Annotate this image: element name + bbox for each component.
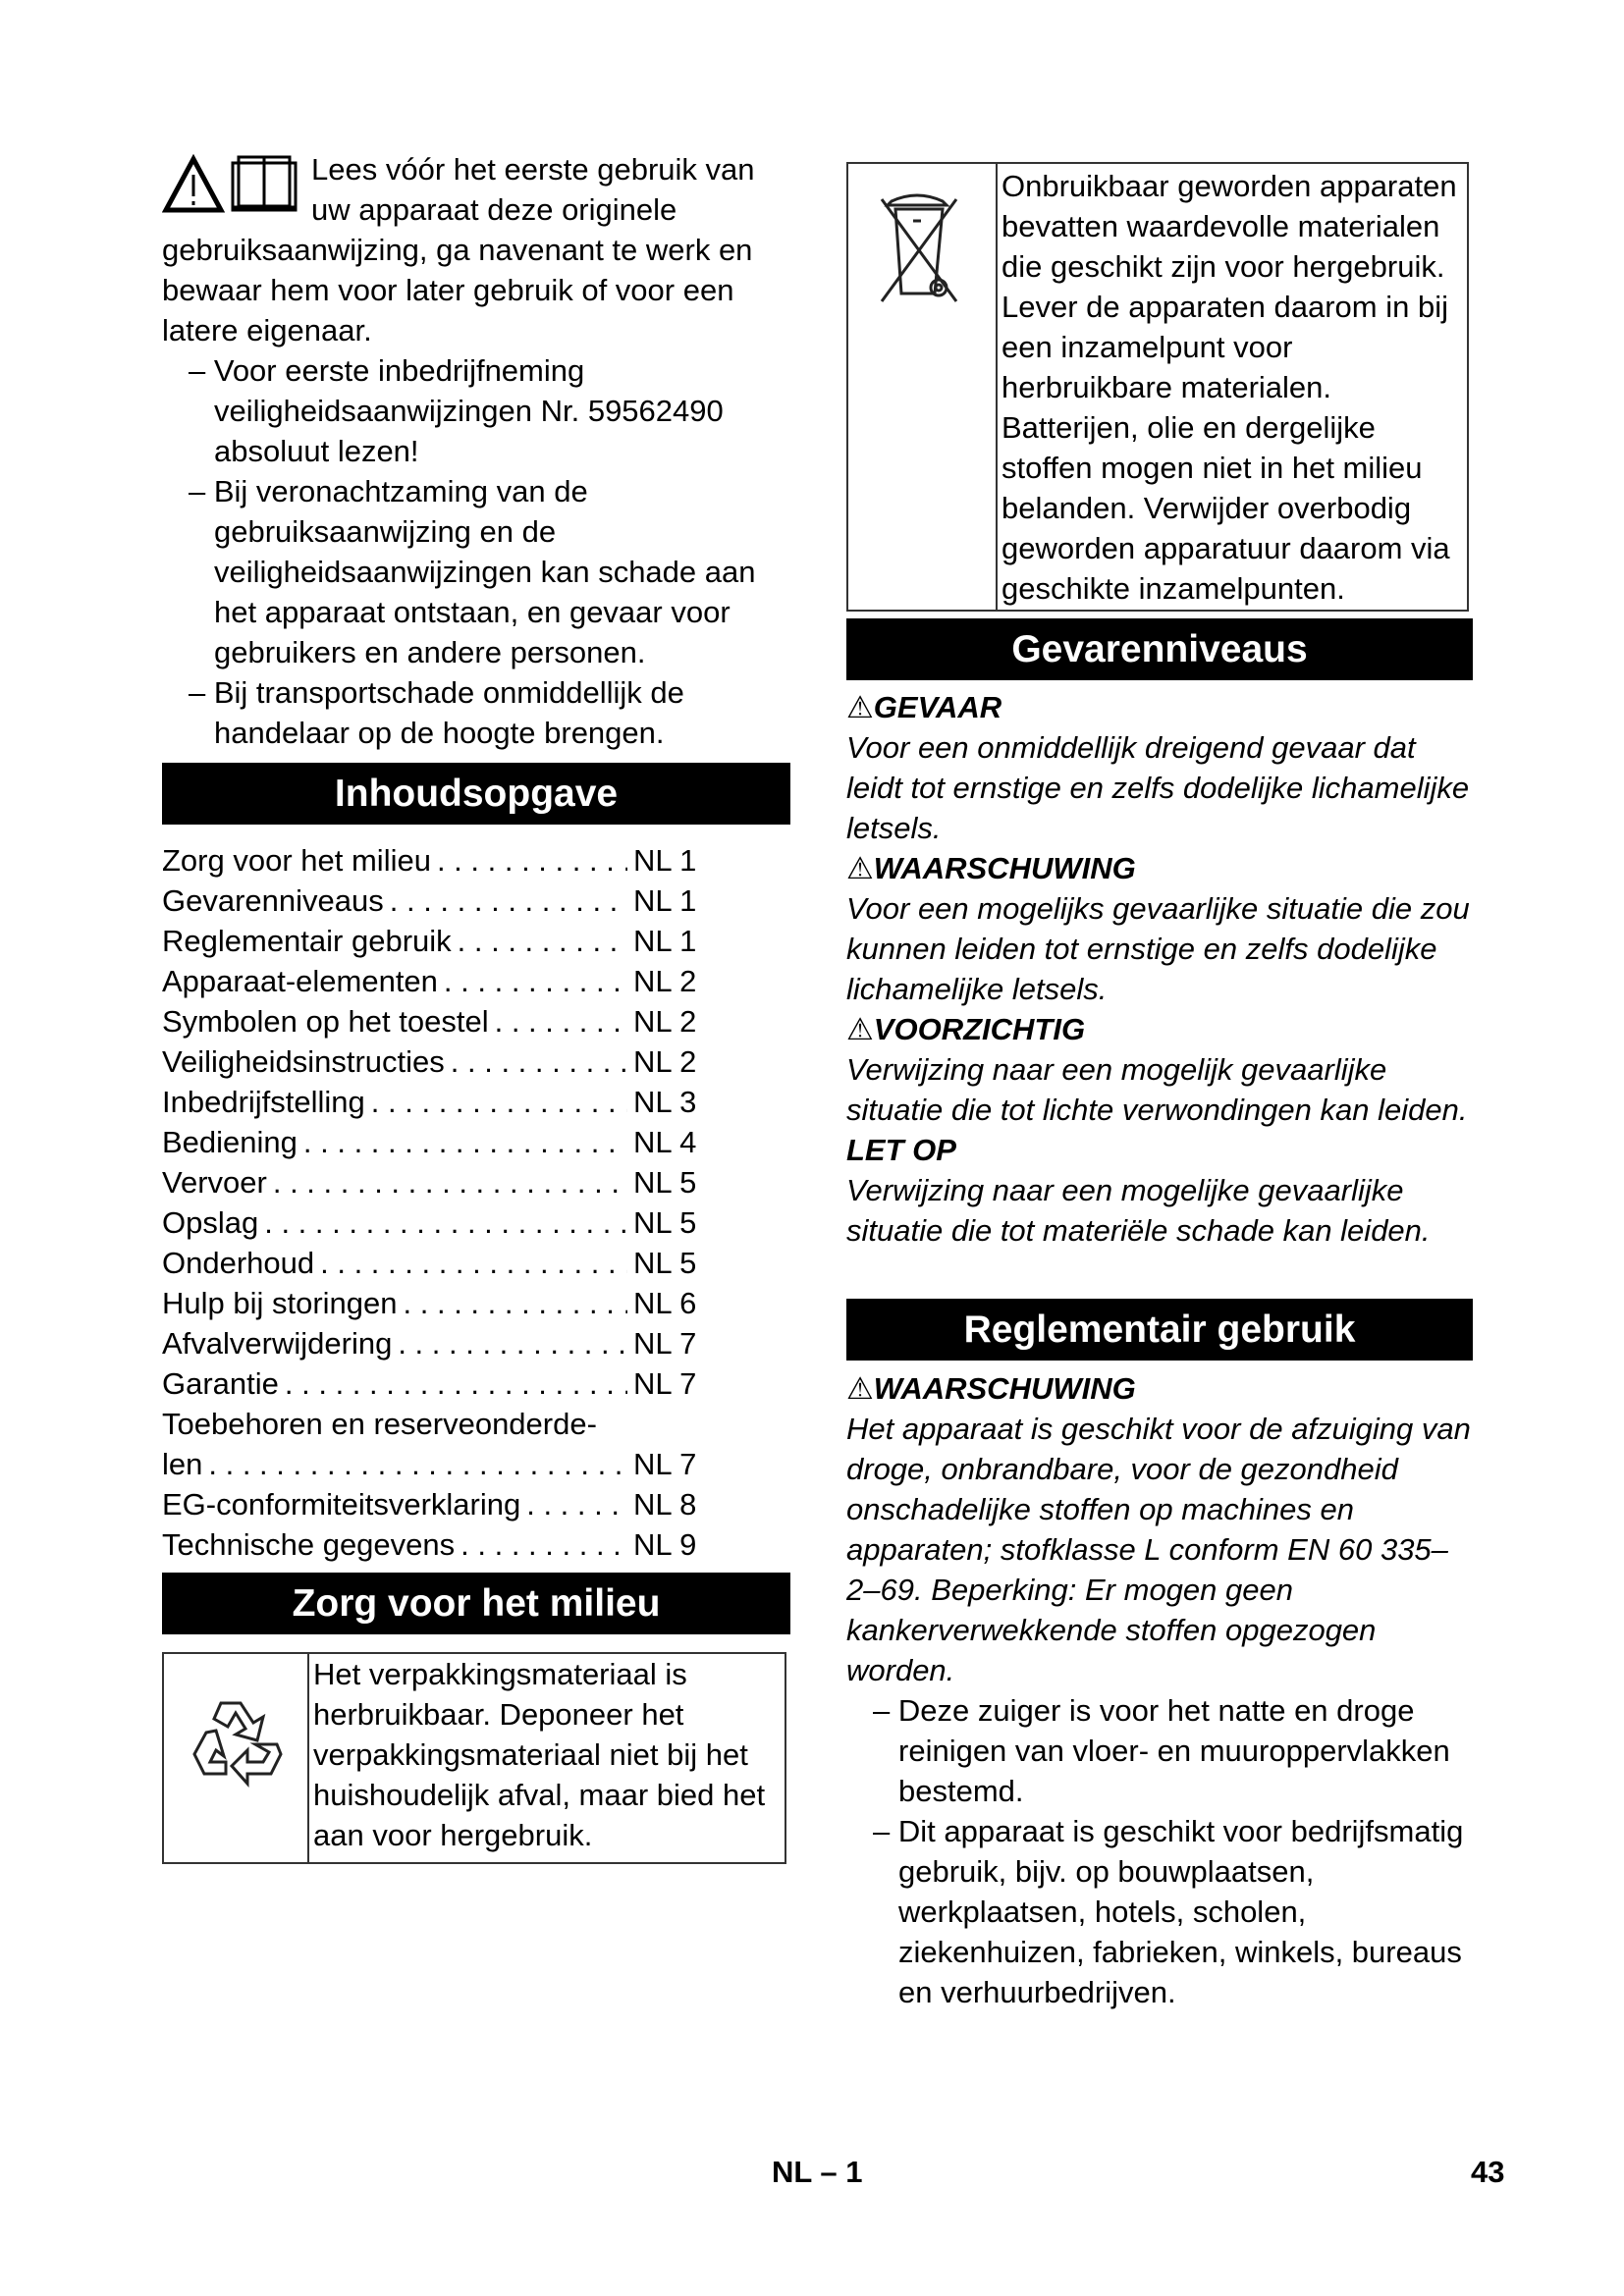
toc-entry-title: len (162, 1447, 203, 1481)
toc-entry-page: NL 2 (633, 1044, 697, 1079)
toc-entry-page: NL 1 (633, 924, 697, 958)
toc-dot-leader (371, 1082, 627, 1122)
recycle-icon (164, 1654, 309, 1862)
toc-entry-title: Gevarenniveaus (162, 883, 384, 918)
packaging-notice-box (162, 1652, 786, 1864)
toc-entry[interactable] (162, 1041, 702, 1082)
toc-dot-leader (273, 1162, 627, 1202)
toc-dot-leader (437, 840, 627, 881)
toc-entry-title: EG-conformiteitsverklaring (162, 1487, 521, 1522)
toc-entry-page: NL 9 (633, 1527, 697, 1562)
toc-entry[interactable] (162, 1082, 702, 1122)
hazard-label-notice: LET OP (846, 1133, 956, 1167)
intro-section (162, 149, 790, 753)
toc-dot-leader (390, 881, 627, 921)
toc-entry[interactable] (162, 840, 702, 881)
toc-entry-title: Hulp bij storingen (162, 1286, 398, 1320)
warning-manual-icons (162, 153, 311, 222)
toc-entry-page: NL 7 (633, 1366, 697, 1401)
toc-entry-title: Afvalverwijdering (162, 1326, 393, 1361)
toc-entry-page: NL 5 (633, 1205, 697, 1240)
intro-text: Lees vóór het eerste gebruik van uw apparaat deze originele gebruiksaanwijzing, ga navenant te werk en bewaar hem voor later gebruik of voor een latere eigenaar. (162, 152, 755, 347)
manual-book-icon (233, 157, 296, 210)
hazard-label-danger: ⚠GEVAAR (846, 690, 1002, 724)
toc-entry-title: Symbolen op het toestel (162, 1004, 489, 1039)
toc-dot-leader (320, 1243, 627, 1283)
toc-entry-title: Bediening (162, 1125, 298, 1159)
hazard-text: Voor een onmiddellijk dreigend gevaar dat leidt tot ernstige en zelfs dodelijke lichamelijke letsels. (846, 730, 1470, 845)
disposal-text: Onbruikbaar geworden apparaten bevatten waardevolle materialen die geschikt zijn voor hergebruik. Lever de apparaten daarom in bij een inzamelpunt voor herbruikbare materialen. Batterijen, olie en dergelijke stoffen mogen niet in het milieu belanden. Verwijder overbodig geworden apparatuur daarom via geschikte inzamelpunten. (1001, 169, 1457, 606)
toc-entry[interactable] (162, 921, 702, 961)
toc-entry-title: Zorg voor het milieu (162, 843, 431, 878)
hazard-label-caution: ⚠VOORZICHTIG (846, 1012, 1086, 1046)
toc-dot-leader (208, 1444, 627, 1484)
toc-entry[interactable] (162, 1444, 702, 1484)
toc-entry-page: NL 5 (633, 1165, 697, 1200)
toc-entry[interactable] (162, 1323, 702, 1363)
toc-entry[interactable] (162, 1283, 702, 1323)
toc-entry[interactable] (162, 1122, 702, 1162)
toc-dot-leader (495, 1001, 627, 1041)
toc-entry[interactable] (162, 1162, 702, 1202)
hazard-levels (846, 687, 1473, 1251)
toc-entry[interactable] (162, 1484, 702, 1524)
crossed-bin-icon (848, 164, 998, 610)
toc-entry-title: Veiligheidsinstructies (162, 1044, 445, 1079)
disposal-notice-box (846, 162, 1469, 612)
intended-use-heading: Reglementair gebruik (846, 1299, 1473, 1361)
toc-dot-leader (398, 1323, 627, 1363)
toc-entry-page: NL 1 (633, 883, 697, 918)
hazard-text: Voor een mogelijks gevaarlijke situatie die zou kunnen leiden tot ernstige en zelfs dodelijke lichamelijke letsels. (846, 891, 1470, 1006)
intended-use-section (846, 1368, 1473, 2012)
warning-triangle-icon (162, 153, 307, 216)
toc-dot-leader (451, 1041, 627, 1082)
hazard-text: Verwijzing naar een mogelijke gevaarlijke situatie die tot materiële schade kan leiden. (846, 1173, 1431, 1248)
toc-dot-leader (460, 1524, 627, 1565)
toc-entry-page: NL 7 (633, 1326, 697, 1361)
toc-dot-leader (458, 921, 627, 961)
toc-dot-leader (404, 1283, 627, 1323)
hazard-text: Verwijzing naar een mogelijk gevaarlijke situatie die tot lichte verwondingen kan leiden. (846, 1052, 1468, 1127)
toc-entry-title: Reglementair gebruik (162, 924, 452, 958)
intro-bullet: – Bij veronachtzaming van de gebruiksaanwijzing en de veiligheidsaanwijzingen kan schade aan het apparaat ontstaan, en gevaar voor gebruikers en andere personen. (189, 474, 756, 669)
warning-triangle-icon: ⚠ (846, 1012, 874, 1046)
toc-entry-page: NL 5 (633, 1246, 697, 1280)
intro-bullet: – Voor eerste inbedrijfneming veiligheidsaanwijzingen Nr. 59562490 absoluut lezen! (189, 353, 724, 468)
packaging-text: Het verpakkingsmateriaal is herbruikbaar. Deponeer het verpakkingsmateriaal niet bij het huishoudelijk afval, maar bied het aan voor hergebruik. (313, 1657, 766, 1852)
toc-dot-leader (285, 1363, 627, 1404)
hazard-label-warning: ⚠WAARSCHUWING (846, 851, 1136, 885)
toc-entry-page: NL 6 (633, 1286, 697, 1320)
toc-entry[interactable] (162, 1404, 702, 1444)
toc-entry-page: NL 2 (633, 964, 697, 998)
toc-entry-title: Opslag (162, 1205, 259, 1240)
toc-entry-title: Onderhoud (162, 1246, 315, 1280)
warning-triangle-icon: ⚠ (846, 690, 874, 724)
intended-use-bullet: – Deze zuiger is voor het natte en droge reinigen van vloer- en muuroppervlakken bestemd. (873, 1693, 1450, 1808)
toc-entry-page: NL 8 (633, 1487, 697, 1522)
toc-entry-page: NL 3 (633, 1085, 697, 1119)
hazards-heading: Gevarenniveaus (846, 618, 1473, 680)
toc-entry-page: NL 7 (633, 1447, 697, 1481)
intended-use-warning-text: Het apparaat is geschikt voor de afzuiging van droge, onbrandbare, voor de gezondheid onschadelijke stoffen op machines en apparaten; stofklasse L conform EN 60 335–2–69. Beperking: Er mogen geen kankerverwekkende stoffen opgezogen worden. (846, 1412, 1471, 1687)
intro-bullet: – Bij transportschade onmiddellijk de handelaar op de hoogte brengen. (189, 675, 684, 750)
warning-triangle-icon: ⚠ (846, 851, 874, 885)
intended-use-bullet: – Dit apparaat is geschikt voor bedrijfsmatig gebruik, bijv. op bouwplaatsen, werkplaatsen, hotels, scholen, ziekenhuizen, fabrieken, winkels, bureaus en verhuurbedrijven. (873, 1814, 1464, 2009)
toc-entry-page: NL 4 (633, 1125, 697, 1159)
intended-use-warning-label: ⚠WAARSCHUWING (846, 1371, 1136, 1406)
toc-entry[interactable] (162, 1363, 702, 1404)
toc-dot-leader (526, 1484, 627, 1524)
footer-page-number: 43 (1471, 2155, 1505, 2189)
toc-entry[interactable] (162, 1524, 702, 1565)
toc-entry[interactable] (162, 1243, 702, 1283)
environment-heading: Zorg voor het milieu (162, 1573, 790, 1634)
toc-dot-leader (264, 1202, 627, 1243)
toc-entry[interactable] (162, 881, 702, 921)
toc-entry[interactable] (162, 961, 702, 1001)
toc-entry-title: Vervoer (162, 1165, 267, 1200)
warning-triangle-icon: ⚠ (846, 1371, 874, 1406)
footer-section-label: NL – 1 (772, 2155, 863, 2189)
toc-entry[interactable] (162, 1001, 702, 1041)
toc-entry-title: Inbedrijfstelling (162, 1085, 365, 1119)
toc-entry-title: Technische gegevens (162, 1527, 456, 1562)
toc-entry-title: Apparaat-elementen (162, 964, 438, 998)
toc-entry-title: Toebehoren en reserveonderde- (162, 1407, 597, 1441)
toc-entry-page: NL 1 (633, 843, 697, 878)
toc-dot-leader (303, 1122, 627, 1162)
toc-dot-leader (444, 961, 627, 1001)
toc-entry[interactable] (162, 1202, 702, 1243)
toc-heading: Inhoudsopgave (162, 763, 790, 825)
toc-entry-title: Garantie (162, 1366, 279, 1401)
table-of-contents (162, 840, 702, 1565)
toc-entry-page: NL 2 (633, 1004, 697, 1039)
